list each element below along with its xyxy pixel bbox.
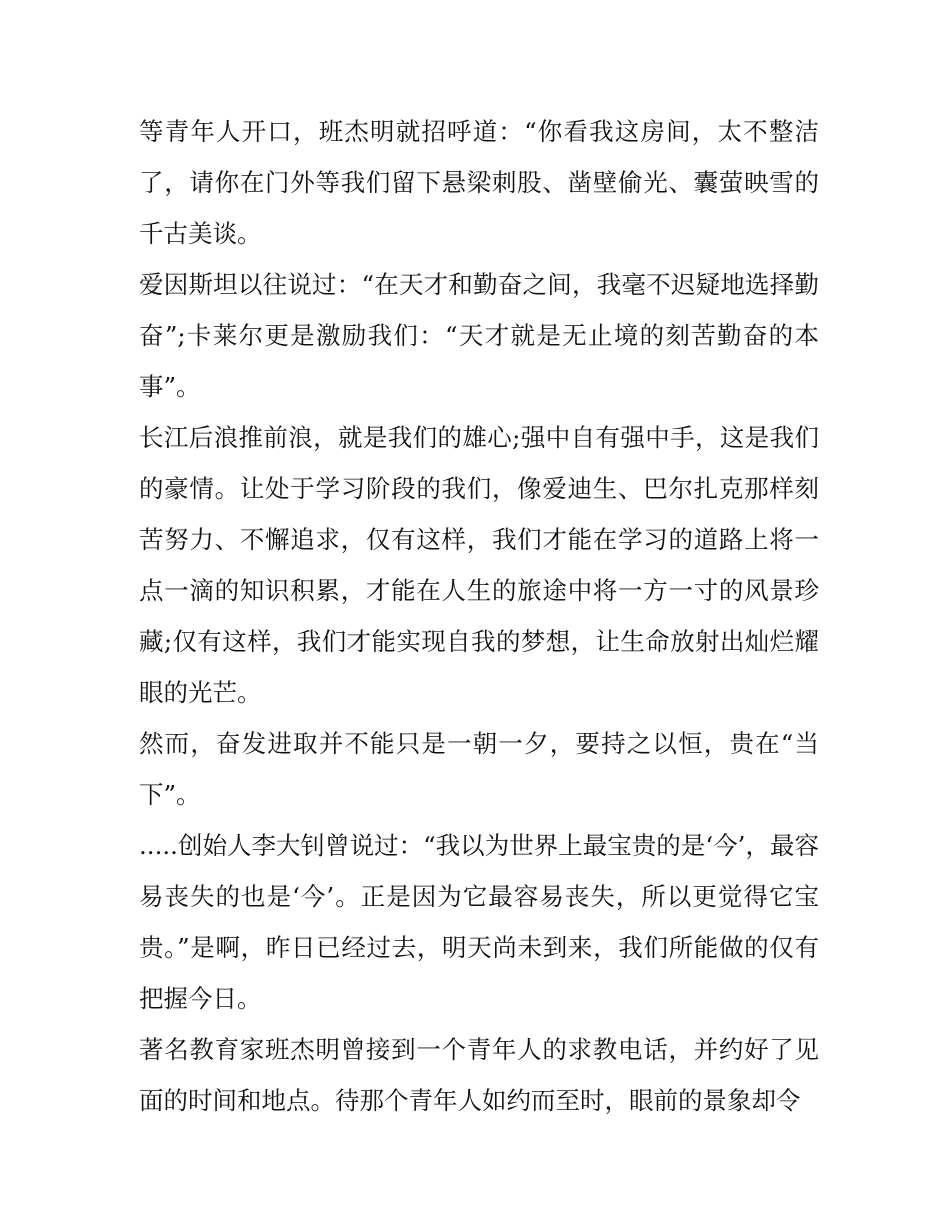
paragraph: .....创始人李大钊曾说过：“我以为世界上最宝贵的是‘今’，最容易丧失的也是‘今’。正是因为它最容易丧失，所以更觉得它宝贵。”是啊，昨日已经过去，明天尚未到来，我们所能做的仅有把握今日。	[139, 831, 819, 1013]
paragraph: 然而，奋发进取并不能只是一朝一夕，要持之以恒，贵在“当下”。	[139, 729, 819, 809]
paragraph: 爱因斯坦以往说过：“在天才和勤奋之间，我毫不迟疑地选择勤奋”;卡莱尔更是激励我们：“天才就是无止境的刻苦勤奋的本事”。	[139, 270, 819, 401]
paragraph: 等青年人开口，班杰明就招呼道：“你看我这房间，太不整洁了，请你在门外等我们留下悬梁刺股、凿壁偷光、囊萤映雪的千古美谈。	[139, 117, 819, 248]
document-body	[139, 106, 819, 1126]
paragraph: 著名教育家班杰明曾接到一个青年人的求教电话，并约好了见面的时间和地点。待那个青年人如约而至时，眼前的景象却令	[139, 1035, 819, 1115]
paragraph: 长江后浪推前浪，就是我们的雄心;强中自有强中手，这是我们的豪情。让处于学习阶段的我们，像爱迪生、巴尔扎克那样刻苦努力、不懈追求，仅有这样，我们才能在学习的道路上将一点一滴的知识积累，才能在人生的旅途中将一方一寸的风景珍藏;仅有这样，我们才能实现自我的梦想，让生命放射出灿烂耀眼的光芒。	[139, 423, 819, 707]
